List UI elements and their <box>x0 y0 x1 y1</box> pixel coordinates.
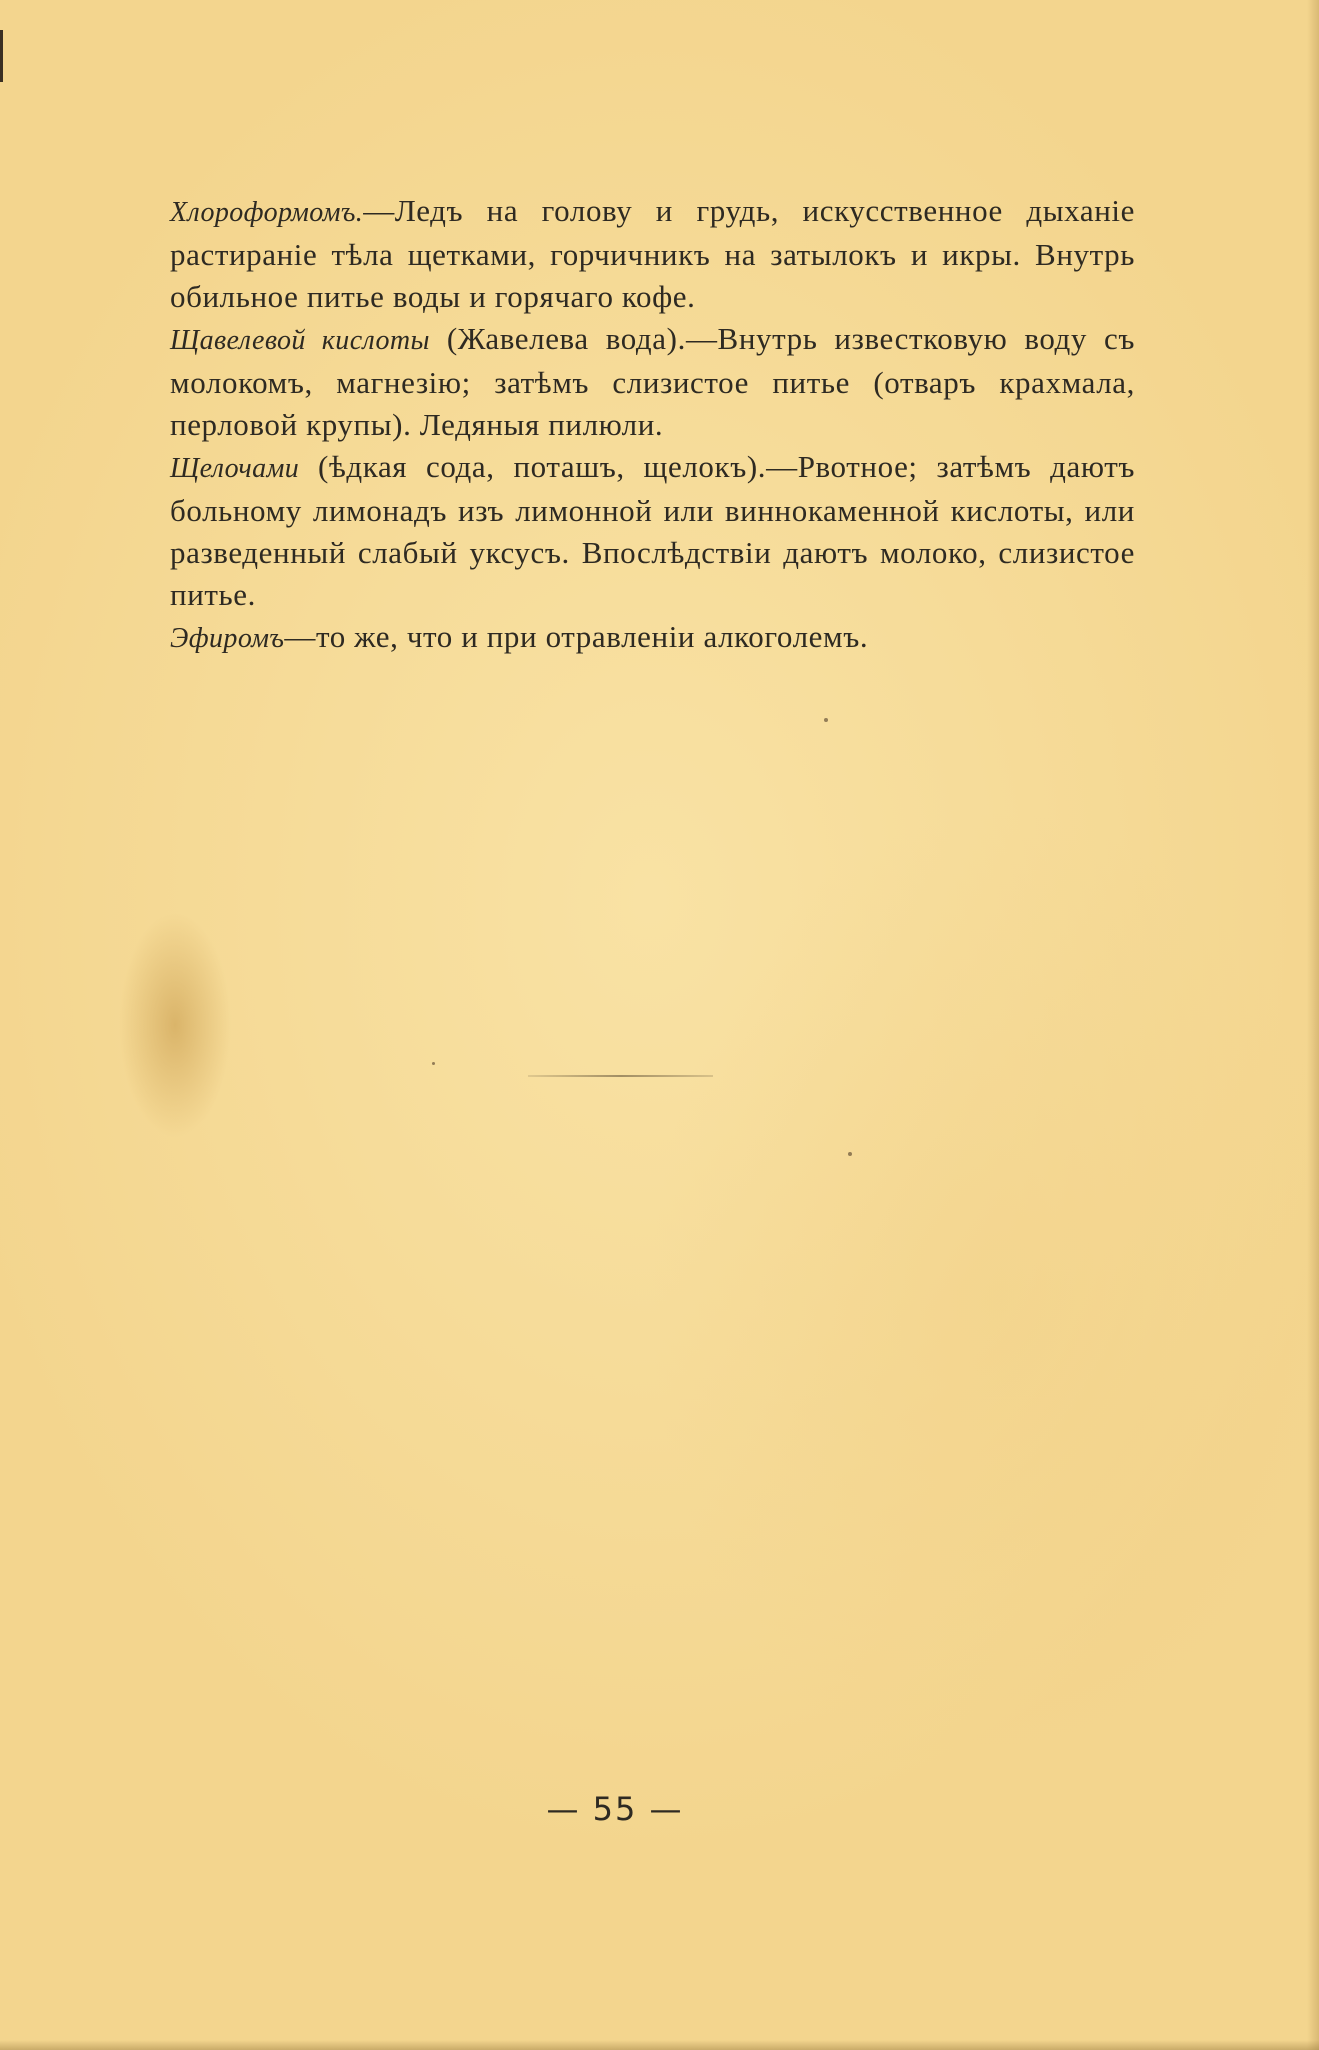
paragraph-ether <box>170 616 1135 660</box>
paragraph-text: —то же, что и при отравленіи алкоголемъ. <box>284 619 869 654</box>
body-text <box>170 190 1135 660</box>
paragraph-text: —Ледъ на голову и грудь, искусственное дыханіе растираніе тѣла щетками, горчичникъ на затылокъ и икры. Внутрь обильное питье воды и горячаго кофе. <box>170 193 1135 314</box>
paragraph-term: Щавелевой кислоты <box>170 325 430 356</box>
paragraph-text: (Жавелева вода).—Внутрь известковую воду съ молокомъ, магнезію; затѣмъ слизистое питье (отваръ крахмала, перловой крупы). Ледяныя пилюли. <box>170 321 1135 442</box>
paper-speck <box>848 1152 852 1156</box>
paragraph-text: (ѣдкая сода, поташъ, щелокъ).—Рвотное; затѣмъ даютъ больному лимонадъ изъ лимонной или виннокаменной кислоты, или разведенный слабый уксусъ. Впослѣдствіи даютъ молоко, слизистое питье. <box>170 449 1135 612</box>
page-number: — 55 — <box>546 1790 684 1828</box>
page-edge-right <box>1307 0 1319 2050</box>
section-divider <box>528 1075 713 1077</box>
paper-speck <box>824 718 828 722</box>
paragraph-term: Хлороформомъ. <box>170 197 364 228</box>
paragraph-alkalis <box>170 446 1135 616</box>
paragraph-oxalic-acid <box>170 318 1135 446</box>
paragraph-term: Щелочами <box>170 453 300 484</box>
paper-speck <box>432 1062 435 1065</box>
paragraph-term: Эфиромъ <box>170 623 285 654</box>
page-edge-bottom <box>0 2040 1319 2050</box>
binding-mark <box>0 30 3 82</box>
paragraph-chloroform <box>170 190 1135 318</box>
